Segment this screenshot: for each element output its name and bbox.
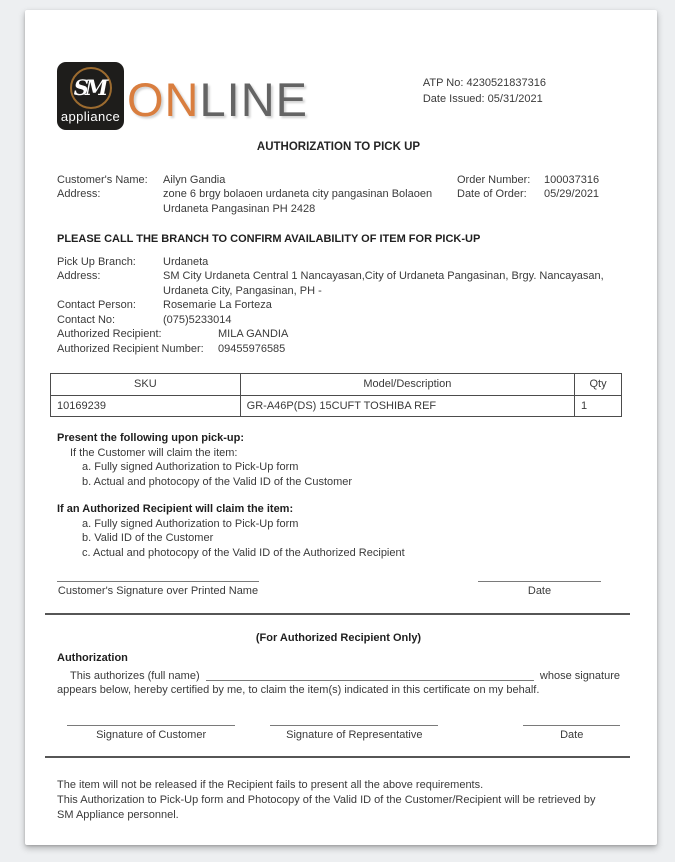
customer-signature-field — [57, 570, 259, 599]
authorized-recipient-number-row — [57, 342, 620, 357]
branch-address-row — [57, 269, 620, 298]
qty-column-header: Qty — [575, 374, 622, 396]
recipient-case-heading: If an Authorized Recipient will claim the item: — [57, 503, 294, 515]
primary-signature-section — [57, 570, 620, 599]
header — [57, 62, 620, 130]
date-signature-field-2 — [523, 714, 620, 743]
authorized-recipient-label: Authorized Recipient: — [57, 328, 162, 340]
branch-details — [57, 255, 620, 357]
sm-appliance-logo-icon — [57, 62, 124, 130]
date-signature-label: Date — [527, 585, 552, 597]
atp-info — [423, 75, 546, 107]
customer-signature-label: Customer's Signature over Printed Name — [57, 585, 259, 597]
document-title: AUTHORIZATION TO PICK UP — [256, 141, 421, 153]
logo-online-text — [127, 72, 308, 126]
authorized-recipient-number-label: Authorized Recipient Number: — [57, 342, 204, 355]
authorization-heading: Authorization — [57, 652, 128, 664]
logo-appliance-text: appliance — [60, 109, 121, 124]
customer-block — [57, 173, 432, 217]
customer-signature-field-2 — [67, 714, 235, 743]
section-divider — [45, 613, 630, 615]
table-row — [51, 395, 622, 417]
footer-note-2: This Authorization to Pick-Up form and Photocopy of the Valid ID of the Customer/Recipient will be retrieved by SM Appliance personnel. — [57, 794, 596, 821]
full-name-blank-line — [206, 669, 534, 682]
customer-name-label: Customer's Name: — [57, 173, 148, 186]
customer-case-heading: If the Customer will claim the item: — [70, 446, 238, 459]
branch-address-label: Address: — [57, 270, 101, 282]
customer-address-row — [57, 187, 432, 216]
customer-signature-line-2 — [67, 714, 235, 726]
recipient-section-title: (For Authorized Recipient Only) — [255, 631, 422, 644]
customer-case-item: a. Fully signed Authorization to Pick-Up form — [82, 461, 299, 473]
item-sku: 10169239 — [51, 395, 241, 417]
authorization-statement — [57, 669, 620, 684]
customer-address-value: zone 6 brgy bolaoen urdaneta city pangasinan Bolaoen Urdaneta Pangasinan PH 2428 — [163, 188, 433, 215]
date-of-order-label: Date of Order: — [457, 188, 527, 200]
recipient-case-item: a. Fully signed Authorization to Pick-Up form — [82, 517, 299, 530]
contact-person-label: Contact Person: — [57, 299, 136, 311]
contact-no-label: Contact No: — [57, 313, 116, 326]
customer-name-value: Ailyn Gandia — [163, 173, 226, 186]
authorized-recipient-number-value: 09455976585 — [218, 342, 286, 355]
sku-column-header: SKU — [51, 374, 241, 396]
authorization-statement-prefix: This authorizes (full name) — [70, 669, 200, 682]
branch-address-value: SM City Urdaneta Central 1 Nancayasan,City of Urdaneta Pangasinan, Brgy. Nancayasan, Urdaneta City, Pangasinan, PH - — [163, 270, 604, 297]
customer-signature-line — [57, 570, 259, 582]
authorized-recipient-row — [57, 327, 620, 342]
customer-address-label: Address: — [57, 188, 101, 200]
sm-monogram-circle — [70, 67, 112, 109]
customer-case-item: b. Actual and photocopy of the Valid ID of the Customer — [82, 475, 353, 488]
atp-number-label: ATP No: — [422, 77, 464, 89]
footer-note-1: The item will not be released if the Recipient fails to present all the above requirements. — [57, 779, 484, 791]
item-model: GR-A46P(DS) 15CUFT TOSHIBA REF — [240, 395, 574, 417]
date-of-order-value: 05/29/2021 — [544, 188, 600, 200]
branch-heading: PLEASE CALL THE BRANCH TO CONFIRM AVAILABILITY OF ITEM FOR PICK-UP — [57, 233, 481, 245]
logo-online-line: LINE — [199, 72, 308, 126]
date-signature-line — [478, 570, 601, 582]
representative-signature-label: Signature of Representative — [286, 728, 423, 741]
pickup-branch-value: Urdaneta — [163, 255, 209, 268]
representative-signature-line — [270, 714, 438, 726]
recipient-case-item: b. Valid ID of the Customer — [82, 532, 214, 544]
pickup-branch-label: Pick Up Branch: — [57, 255, 136, 268]
authorized-recipient-value: MILA GANDIA — [218, 328, 289, 340]
date-signature-field — [478, 570, 601, 599]
authorization-statement-suffix: whose signature — [539, 669, 620, 682]
order-number-value: 100037316 — [544, 173, 600, 186]
date-issued-label: Date Issued: — [422, 93, 485, 105]
document-page — [25, 10, 657, 845]
date-issued-row — [423, 91, 546, 107]
atp-number-value: 4230521837316 — [466, 77, 546, 89]
footer-notes — [57, 778, 620, 823]
date-issued-value: 05/31/2021 — [487, 93, 543, 105]
contact-person-row — [57, 298, 620, 313]
model-column-header: Model/Description — [240, 374, 574, 396]
date-signature-label-2: Date — [560, 728, 584, 741]
contact-no-value: (075)5233014 — [163, 313, 232, 326]
item-qty: 1 — [575, 395, 622, 417]
authorization-statement-line2: appears below, hereby certified by me, to claim the item(s) indicated in this certificate on my behalf. — [57, 684, 540, 696]
sm-monogram: SM — [73, 74, 105, 100]
order-number-row — [457, 173, 620, 188]
contact-person-value: Rosemarie La Forteza — [163, 299, 272, 311]
atp-number-row — [423, 75, 546, 91]
customer-order-section — [57, 173, 620, 217]
table-header-row — [51, 374, 622, 396]
customer-signature-label-2: Signature of Customer — [96, 728, 207, 741]
date-signature-line-2 — [523, 714, 620, 726]
items-table — [50, 373, 622, 417]
brand-logo — [57, 62, 308, 130]
order-number-label: Order Number: — [457, 173, 531, 186]
recipient-case-item: c. Actual and photocopy of the Valid ID of the Authorized Recipient — [82, 546, 405, 559]
date-of-order-row — [457, 187, 620, 202]
pickup-instructions — [57, 431, 620, 560]
contact-no-row — [57, 313, 620, 328]
section-divider — [45, 756, 630, 758]
instructions-heading: Present the following upon pick-up: — [57, 432, 244, 444]
recipient-signature-section — [57, 714, 620, 743]
order-block — [457, 173, 620, 217]
pickup-branch-row — [57, 255, 620, 270]
representative-signature-field — [270, 714, 438, 743]
logo-online-on: ON — [127, 72, 200, 126]
customer-name-row — [57, 173, 432, 188]
